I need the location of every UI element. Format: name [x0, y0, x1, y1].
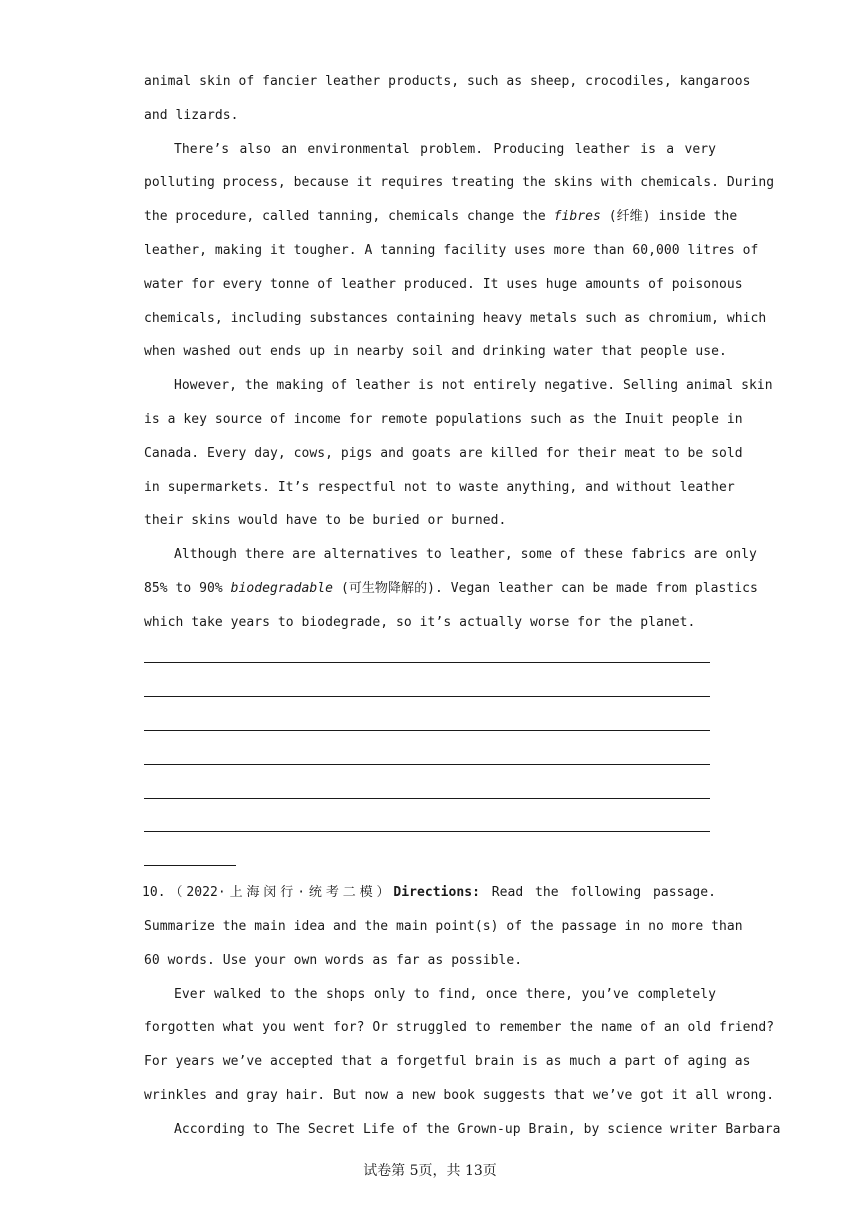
question-10: [142, 876, 743, 977]
question-source: 10.（2022·上海闵行·统考二模）: [142, 885, 394, 901]
term-fibres: fibres: [553, 209, 601, 225]
text-span: (纤维) inside the: [600, 209, 738, 225]
text-line: Although there are alternatives to leather, some of these fabrics are only: [174, 547, 757, 563]
text-line: forgotten what you went for? Or struggled to remember the name of an old friend?: [144, 1020, 775, 1036]
text-line: [144, 200, 738, 234]
text-line: However, the making of leather is not entirely negative. Selling animal skin: [174, 378, 773, 394]
text-line: Summarize the main idea and the main point(s) of the passage in no more than: [144, 918, 743, 934]
paragraph-2: [144, 133, 775, 370]
answer-line[interactable]: [144, 707, 716, 741]
text-line: and lizards.: [144, 107, 239, 123]
answer-line-short[interactable]: [144, 842, 716, 876]
paragraph-3: [144, 369, 773, 538]
text-span: 85% to 90%: [144, 580, 231, 596]
directions-label: Directions:: [393, 885, 481, 901]
text-line: Ever walked to the shops only to find, once there, you’ve completely: [174, 986, 716, 1002]
text-line: chemicals, including substances containing heavy metals such as chromium, which: [144, 310, 767, 326]
term-biodegradable: biodegradable: [230, 580, 334, 596]
text-span: the procedure, called tanning, chemicals change the: [144, 209, 554, 225]
text-line: 60 words. Use your own words as far as possible.: [144, 952, 523, 968]
text-line: when washed out ends up in nearby soil and drinking water that people use.: [144, 344, 727, 360]
text-line: Canada. Every day, cows, pigs and goats are killed for their meat to be sold: [144, 445, 743, 461]
text-line: water for every tonne of leather produced. It uses huge amounts of poisonous: [144, 276, 743, 292]
text-line: [144, 572, 758, 606]
text-line: their skins would have to be buried or burned.: [144, 513, 507, 529]
text-line: which take years to biodegrade, so it’s actually worse for the planet.: [144, 614, 696, 630]
text-line: According to The Secret Life of the Grown-up Brain, by science writer Barbara: [174, 1121, 781, 1137]
passage-paragraph-2: [144, 1113, 781, 1147]
page-footer: 试卷第 5页，共 13页: [363, 1163, 497, 1179]
passage-paragraph-1: [144, 978, 775, 1113]
question-header: [144, 876, 716, 910]
answer-line[interactable]: [144, 640, 716, 674]
text-span: Read the following passage.: [480, 885, 716, 901]
answer-line[interactable]: [144, 673, 716, 707]
text-line: leather, making it tougher. A tanning facility uses more than 60,000 litres of: [144, 242, 759, 258]
answer-line[interactable]: [144, 775, 716, 809]
text-line: in supermarkets. It’s respectful not to waste anything, and without leather: [144, 479, 735, 495]
text-line: animal skin of fancier leather products, such as sheep, crocodiles, kangaroos: [144, 74, 751, 89]
text-line: is a key source of income for remote populations such as the Inuit people in: [144, 411, 743, 427]
answer-line[interactable]: [144, 809, 716, 843]
text-span: (可生物降解的). Vegan leather can be made from plastics: [333, 580, 758, 596]
paragraph-4: [144, 538, 758, 639]
text-line: There’s also an environmental problem. Producing leather is a very: [174, 141, 716, 157]
text-line: wrinkles and gray hair. But now a new book suggests that we’ve got it all wrong.: [144, 1087, 775, 1103]
page-body: [142, 65, 781, 1147]
paragraph-1: [144, 65, 751, 133]
text-line: For years we’ve accepted that a forgetful brain is as much a part of aging as: [144, 1054, 751, 1070]
text-line: polluting process, because it requires treating the skins with chemicals. During: [144, 175, 775, 191]
answer-area[interactable]: [144, 640, 716, 877]
answer-line[interactable]: [144, 741, 716, 775]
